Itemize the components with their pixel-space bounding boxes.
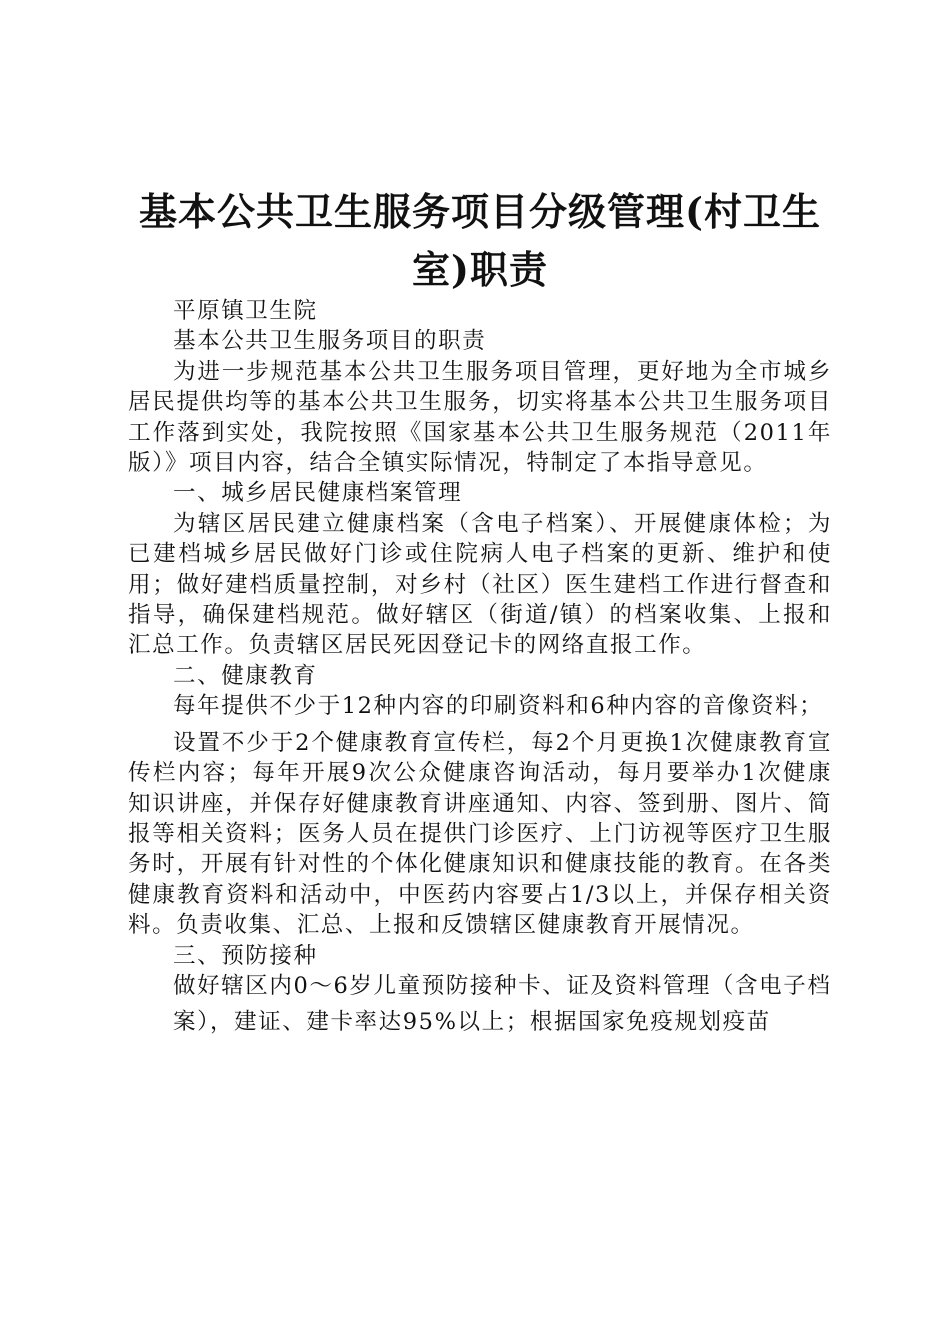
intro-paragraph: 为进一步规范基本公共卫生服务项目管理，更好地为全市城乡居民提供均等的基本公共卫生服务，切实将基本公共卫生服务项目工作落到实处，我院按照《国家基本公共卫生服务规范（2011年版）》项目内容，结合全镇实际情况，特制定了本指导意见。 xyxy=(128,358,832,477)
institution-name: 平原镇卫生院 xyxy=(173,298,318,324)
document-body xyxy=(128,296,832,1038)
section-heading: 三、预防接种 xyxy=(173,942,318,969)
section-heading: 一、城乡居民健康档案管理 xyxy=(173,480,463,507)
body-paragraph: 做好辖区内0～6岁儿童预防接种卡、证及资料管理（含电子档 xyxy=(173,972,832,999)
body-paragraph: 为辖区居民建立健康档案（含电子档案）、开展健康体检；为已建档城乡居民做好门诊或住院病人电子档案的更新、维护和使用；做好建档质量控制，对乡村（社区）医生建档工作进行督查和指导，确保建档规范。做好辖区（街道/镇）的档案收集、上报和汇总工作。负责辖区居民死因登记卡的网络直报工作。 xyxy=(128,510,832,659)
body-paragraph: 设置不少于2个健康教育宣传栏，每2个月更换1次健康教育宣传栏内容；每年开展9次公众健康咨询活动，每月要举办1次健康知识讲座，并保存好健康教育讲座通知、内容、签到册、图片、简报等相关资料；医务人员在提供门诊医疗、上门访视等医疗卫生服务时，开展有针对性的个体化健康知识和健康技能的教育。在各类健康教育资料和活动中，中医药内容要占1/3以上，并保存相关资料。负责收集、汇总、上报和反馈辖区健康教育开展情况。 xyxy=(128,729,832,939)
section-heading: 基本公共卫生服务项目的职责 xyxy=(173,328,487,355)
document-title: 基本公共卫生服务项目分级管理(村卫生室)职责 xyxy=(139,189,821,292)
body-paragraph: 案），建证、建卡率达95%以上；根据国家免疫规划疫苗 xyxy=(173,1009,771,1036)
section-heading: 二、健康教育 xyxy=(173,662,318,689)
body-paragraph: 每年提供不少于12种内容的印刷资料和6种内容的音像资料； xyxy=(173,693,824,720)
